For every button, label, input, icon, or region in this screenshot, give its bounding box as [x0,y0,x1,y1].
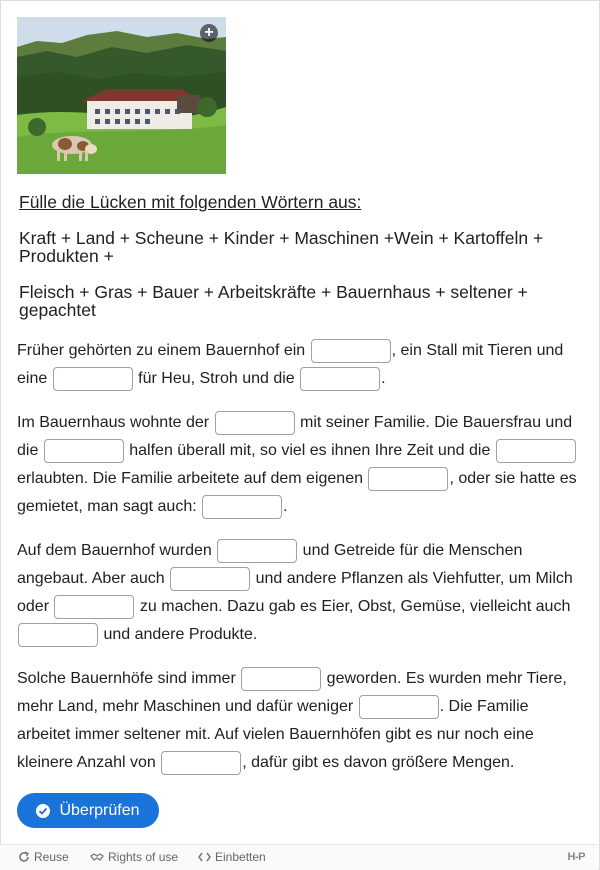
blank-input[interactable] [215,411,295,435]
blank-input[interactable] [18,623,98,647]
paragraph-1 [17,337,583,393]
expand-image-plus-icon[interactable]: + [200,24,218,42]
paragraph-2 [17,409,583,521]
paragraph-text: Solche Bauernhöfe sind immer [17,670,241,687]
paragraph-text: und andere Pflanzen als Viehfutter, um Milch oder [17,570,573,615]
paragraph-3 [17,537,583,649]
instructions [17,193,583,319]
rights-of-use-link[interactable] [90,850,178,864]
paragraph-text: mit seiner Familie. Die Bauersfrau und die [17,414,573,459]
footer-bar [0,844,598,870]
handshake-icon [90,851,104,863]
rights-of-use-label: Rights of use [108,850,179,864]
paragraph-text: . Die Familie arbeitet immer seltener mit. Auf vielen Bauernhöfen gibt es nur noch eine kleinere Anzahl von [17,698,534,771]
reuse-link[interactable] [18,850,69,864]
blank-input[interactable] [496,439,576,463]
paragraph-text: Früher gehörten zu einem Bauernhof ein [17,342,310,359]
paragraph-text: , oder sie hatte es gemietet, man sagt auch: [17,470,577,515]
paragraph-text: und Getreide für die Menschen angebaut. Aber auch [17,542,523,587]
paragraph-text: zu machen. Dazu gab es Eier, Obst, Gemüse, vielleicht auch [135,598,571,615]
farm-image[interactable] [17,17,226,174]
paragraph-text: und andere Produkte. [99,626,258,643]
blank-input[interactable] [54,595,134,619]
instructions-title: Fülle die Lücken mit folgenden Wörtern aus: [19,192,362,212]
blank-input[interactable] [300,367,380,391]
paragraph-4 [17,665,583,777]
check-circle-icon [36,804,50,818]
code-icon [198,851,211,863]
check-button[interactable] [17,793,159,828]
reuse-label: Reuse [34,850,69,864]
paragraph-text: halfen überall mit, so viel es ihnen Ihre Zeit und die [124,442,495,459]
h5p-logo[interactable]: H-P [567,851,585,863]
reuse-icon [18,851,30,863]
paragraph-text: für Heu, Stroh und die [133,370,300,387]
embed-link[interactable] [198,850,266,864]
blank-input[interactable] [53,367,133,391]
paragraph-text: erlaubten. Die Familie arbeitete auf dem eigenen [17,470,368,487]
paragraph-text: . [283,498,288,515]
blank-input[interactable] [161,751,241,775]
blank-input[interactable] [217,539,297,563]
blank-input[interactable] [368,467,448,491]
blank-input[interactable] [311,339,391,363]
check-button-label: Überprüfen [59,801,140,819]
embed-label: Einbetten [215,850,266,864]
blank-input[interactable] [202,495,282,519]
task-content [17,17,583,793]
blank-input[interactable] [44,439,124,463]
blank-input[interactable] [359,695,439,719]
paragraph-text: Im Bauernhaus wohnte der [17,414,214,431]
paragraph-text: geworden. Es wurden mehr Tiere, mehr Land, mehr Maschinen und dafür weniger [17,670,567,715]
blank-input[interactable] [241,667,321,691]
paragraph-text: Auf dem Bauernhof wurden [17,542,217,559]
word-list-line-1: Kraft + Land + Scheune + Kinder + Maschinen +Wein + Kartoffeln + Produkten + [19,228,544,266]
paragraph-text: . [381,370,386,387]
blank-input[interactable] [170,567,250,591]
paragraph-text: , dafür gibt es davon größere Mengen. [242,754,515,771]
paragraph-text: , ein Stall mit Tieren und eine [17,342,564,387]
word-list-line-2: Fleisch + Gras + Bauer + Arbeitskräfte + Bauernhaus + seltener + gepachtet [19,282,528,320]
farm-image-container [17,17,226,174]
